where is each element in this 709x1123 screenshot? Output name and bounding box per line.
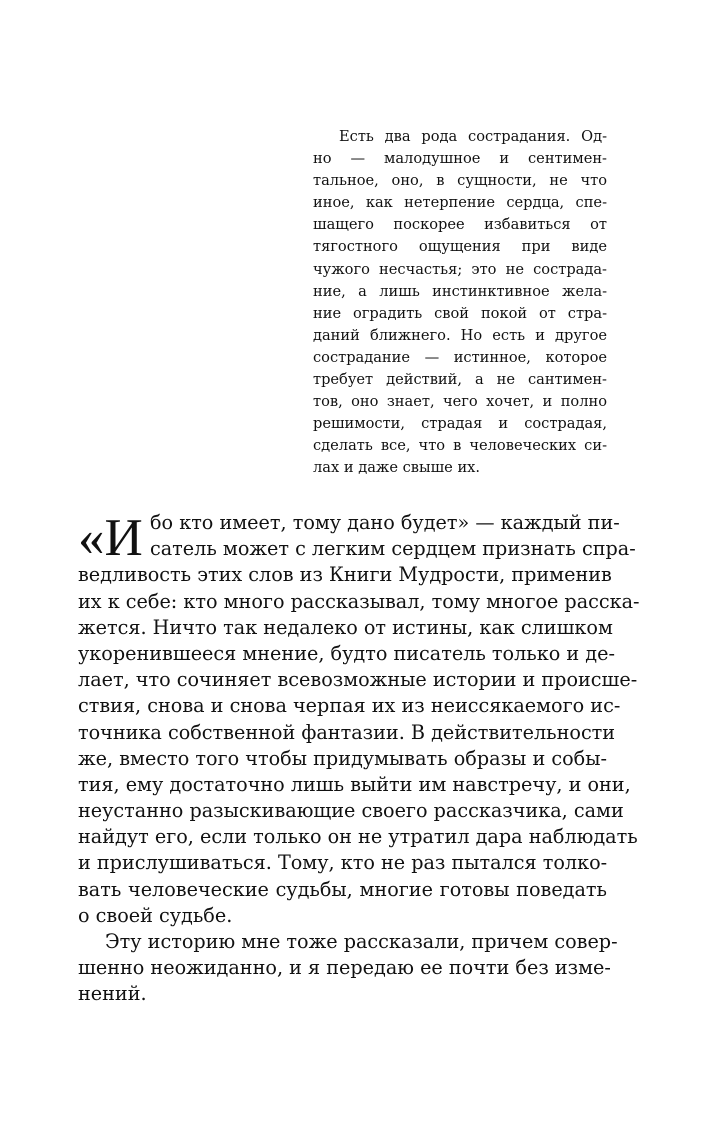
epigraph-line: тальное, оно, в сущности, не что: [313, 172, 607, 190]
epigraph-line: шащего поскорее избавиться от: [313, 216, 607, 234]
paragraph-line: ведливость этих слов из Книги Мудрости, применив: [78, 563, 612, 587]
epigraph: [313, 126, 607, 480]
epigraph-line: сделать все, что в человеческих си-: [313, 437, 607, 455]
paragraph-line: о своей судьбе.: [78, 903, 233, 927]
epigraph-line: решимости, страдая и сострадая,: [313, 415, 607, 433]
paragraph-line: найдут его, если только он не утратил дара наблюдать: [78, 825, 638, 849]
epigraph-line: чужого несчастья; это не сострада-: [313, 260, 607, 278]
epigraph-line: ние оградить свой покой от стра-: [313, 304, 607, 322]
paragraph-line: их к себе: кто много рассказывал, тому многое расска-: [78, 589, 640, 613]
main-text: [78, 509, 640, 1008]
epigraph-line: сострадание — истинное, которое: [313, 348, 607, 366]
drop-cap: «И: [78, 509, 143, 567]
paragraph-1: [78, 510, 640, 929]
epigraph-line: но — малодушное и сентимен-: [313, 150, 607, 168]
paragraph-line: сатель может с легким сердцем признать спра-: [150, 537, 636, 561]
epigraph-line: ние, а лишь инстинктивное жела-: [313, 282, 607, 300]
paragraph-line: бо кто имеет, тому дано будет» — каждый пи-: [150, 511, 620, 534]
paragraph-line: и прислушиваться. Тому, кто не раз пытался толко-: [78, 851, 608, 875]
epigraph-line: требует действий, а не сантимен-: [313, 371, 607, 389]
epigraph-line: лах и даже свыше их.: [313, 459, 481, 477]
epigraph-line: даний ближнего. Но есть и другое: [313, 326, 607, 344]
epigraph-line: тов, оно знает, чего хочет, и полно: [313, 393, 607, 411]
paragraph-line: точника собственной фантазии. В действительности: [78, 720, 616, 744]
paragraph-line: укоренившееся мнение, будто писатель только и де-: [78, 641, 615, 665]
paragraph-line: вать человеческие судьбы, многие готовы поведать: [78, 877, 607, 901]
paragraph-line: лает, что сочиняет всевозможные истории и происше-: [78, 668, 638, 692]
paragraph-2: [78, 929, 618, 1008]
paragraph-line: нений.: [78, 982, 147, 1006]
paragraph-line: неустанно разыскивающие своего рассказчика, сами: [78, 799, 624, 823]
paragraph-line: ствия, снова и снова черпая их из неиссякаемого ис-: [78, 694, 621, 718]
paragraph-line: Эту историю мне тоже рассказали, причем совер-: [105, 930, 618, 953]
paragraph-line: тия, ему достаточно лишь выйти им навстречу, и они,: [78, 772, 631, 796]
paragraph-line: жется. Ничто так недалеко от истины, как слишком: [78, 615, 613, 639]
paragraph-line: же, вместо того чтобы придумывать образы и собы-: [78, 746, 607, 770]
epigraph-line: тягостного ощущения при виде: [313, 238, 607, 256]
epigraph-line: Есть два рода сострадания. Од-: [339, 128, 607, 145]
epigraph-line: иное, как нетерпение сердца, спе-: [313, 194, 607, 212]
paragraph-line: шенно неожиданно, и я передаю ее почти без изме-: [78, 956, 611, 980]
